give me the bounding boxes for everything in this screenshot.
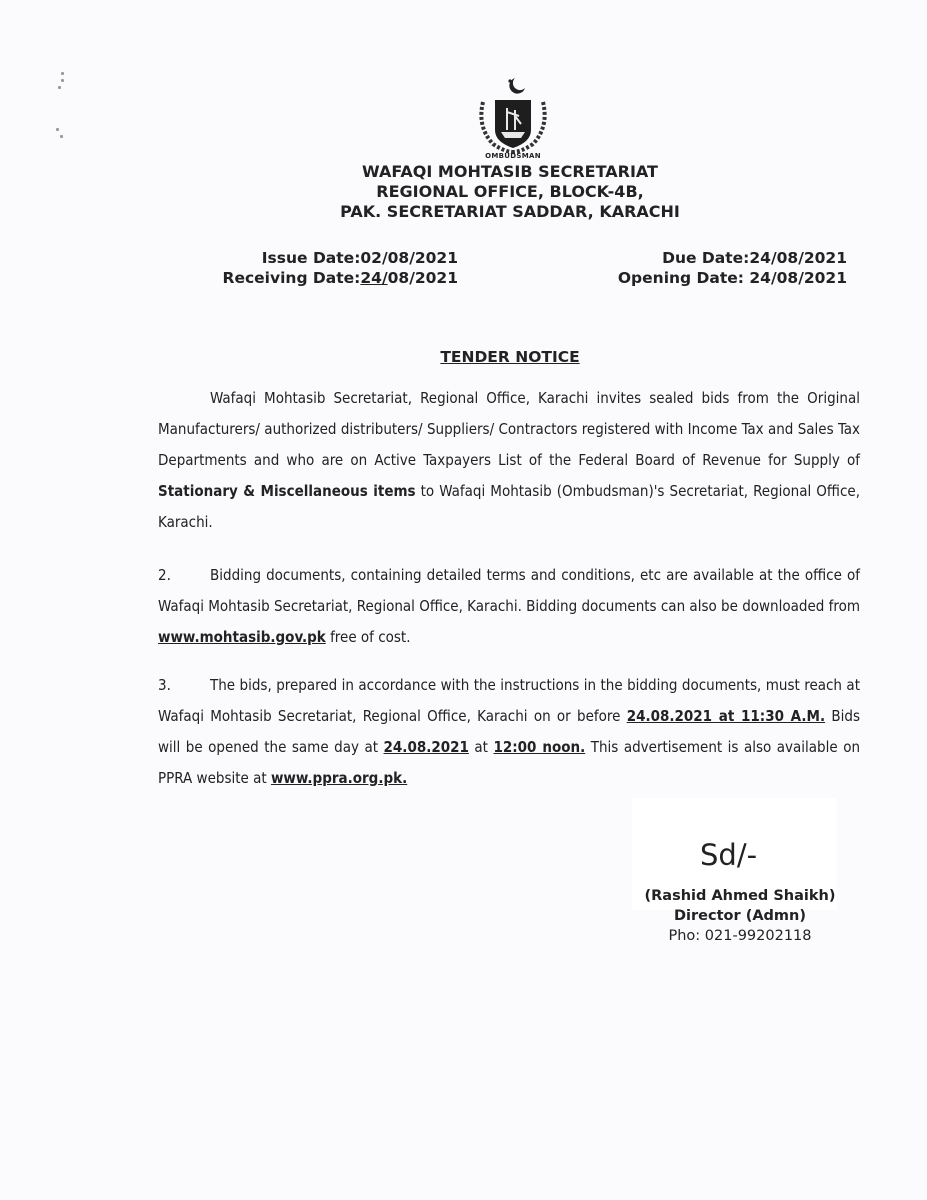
paragraph-2-text-end: free of cost.: [325, 628, 411, 646]
signatory-name: (Rashid Ahmed Shaikh): [644, 888, 836, 904]
scan-artifact: [58, 86, 61, 89]
issue-date: [200, 248, 458, 268]
tender-items: Stationary & Miscellaneous items: [158, 482, 416, 500]
mohtasib-website-link[interactable]: www.mohtasib.gov.pk: [158, 628, 326, 646]
paragraph-3-text: This advertisement is also available on PPRA website at: [158, 738, 860, 787]
ppra-website-link[interactable]: www.ppra.org.pk.: [270, 769, 408, 787]
signatory-phone: Pho: 021-99202118: [668, 928, 812, 944]
dates-right: [560, 248, 847, 288]
notice-title: TENDER NOTICE: [440, 348, 580, 366]
paragraph-number: 2.: [158, 566, 171, 584]
paragraph-1-text: Wafaqi Mohtasib Secretariat, Regional Office, Karachi invites sealed bids from the Original Manufacturers/ authorized distributers/ Suppliers/ Contractors registered with Income Tax and Sales Tax Departments and who are on Active Taxpayers List of the Federal Board of Revenue for Supply of: [158, 389, 860, 469]
ombudsman-emblem-icon: [463, 72, 563, 162]
scan-artifact: [56, 128, 59, 131]
paragraph-2-text: Bidding documents, containing detailed terms and conditions, etc are available at the office of Wafaqi Mohtasib Secretariat, Regional Office, Karachi. Bidding documents can also be downloaded from: [158, 566, 860, 615]
header-line-3: PAK. SECRETARIAT SADDAR, KARACHI: [340, 202, 680, 221]
scan-artifact: [60, 135, 63, 138]
header-line-1: WAFAQI MOHTASIB SECRETARIAT: [362, 162, 658, 181]
opening-date-value: 24/08/2021: [749, 269, 847, 287]
signed-mark: Sd/-: [700, 838, 758, 872]
due-date-label: Due Date:: [662, 249, 750, 267]
scan-artifact: [61, 72, 64, 75]
due-date: [560, 248, 847, 268]
issue-date-label: Issue Date:: [261, 249, 361, 267]
paragraph-3-text: The bids, prepared in accordance with the instructions in the bidding documents, must reach at Wafaqi Mohtasib Secretariat, Regional Office, Karachi on or before: [158, 676, 860, 725]
paragraph-3: [158, 670, 860, 794]
due-date-value: 24/08/2021: [749, 249, 847, 267]
receiving-date-value-day: 24/: [360, 269, 388, 287]
paragraph-2: [158, 560, 860, 653]
signature-block: [620, 886, 860, 946]
submission-deadline: 24.08.2021 at 11:30 A.M.: [626, 707, 826, 725]
office-header: [300, 162, 720, 222]
dates-left: [200, 248, 458, 288]
bid-opening-time: 12:00 noon.: [493, 738, 586, 756]
paragraph-1: [158, 383, 860, 538]
opening-date-label: Opening Date:: [617, 269, 750, 287]
receiving-date-value-rest: 08/2021: [387, 269, 458, 287]
receiving-date: [200, 268, 458, 288]
signatory-designation: Director (Admn): [674, 908, 806, 924]
bid-opening-date: 24.08.2021: [383, 738, 469, 756]
emblem-caption: OMBUDSMAN: [485, 152, 541, 160]
header-line-2: REGIONAL OFFICE, BLOCK-4B,: [376, 182, 644, 201]
issue-date-value: 02/08/2021: [360, 249, 458, 267]
paragraph-3-text: Bids will be opened the same day at: [158, 707, 860, 756]
opening-date: [560, 268, 847, 288]
receiving-date-label: Receiving Date:: [222, 269, 361, 287]
scan-artifact: [61, 79, 64, 82]
paragraph-number: 3.: [158, 676, 171, 694]
paragraph-1-text-end: to Wafaqi Mohtasib (Ombudsman)'s Secretariat, Regional Office, Karachi.: [158, 482, 860, 531]
paragraph-3-text: at: [468, 738, 494, 756]
